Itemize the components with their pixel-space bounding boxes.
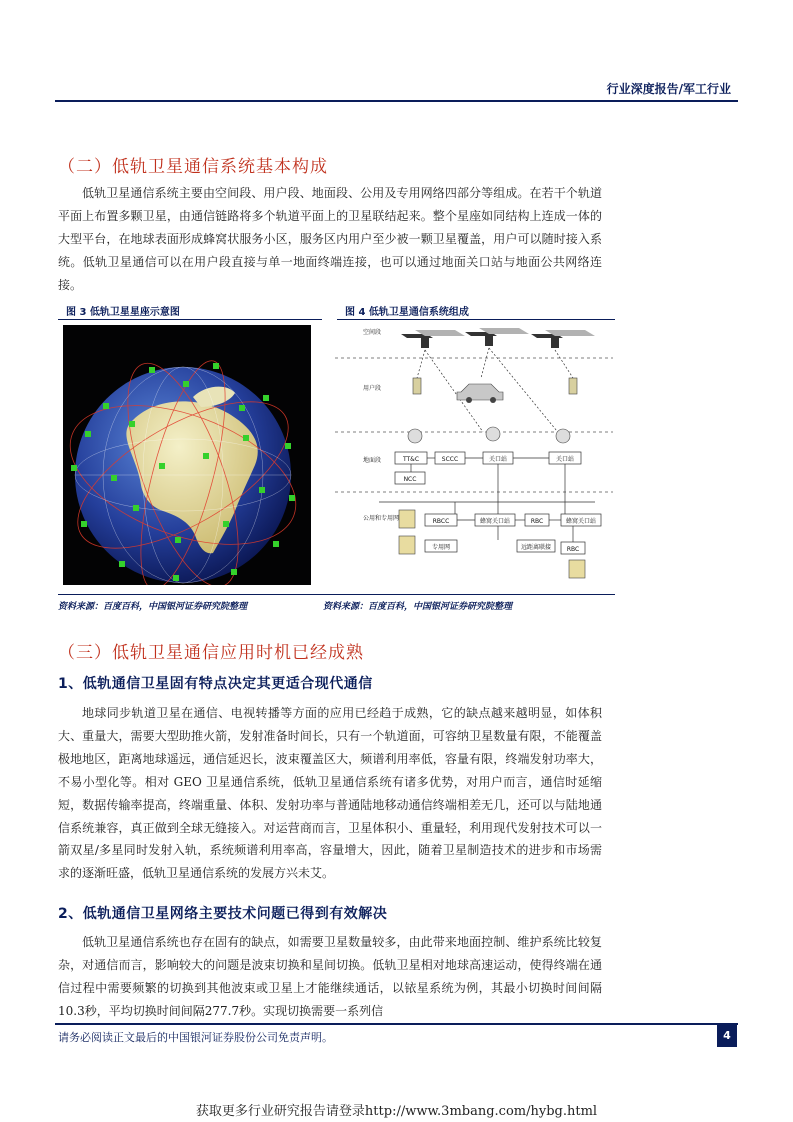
header-tag: 行业深度报告/军工行业 — [606, 82, 731, 96]
figures-bottom-rule — [58, 594, 615, 595]
section2-paragraph: 低轨卫星通信系统主要由空间段、用户段、地面段、公用及专用网络四部分等组成。在若干个轨道平面上布置多颗卫星，由通信链路将多个轨道平面上的卫星联结起来。整个星座如同结构上连成一体的大型平台，在地球表面形成蜂窝状服务小区，服务区内用户至少被一颗卫星覆盖，用户可以随时接入系统。低轨卫星通信可以在用户段直接与单一地面终端连接，也可以通过地面关口站与地面公共网络连接。 — [58, 186, 602, 292]
box-pstn: 远距离联接 — [520, 544, 552, 551]
page-number: 4 — [717, 1025, 737, 1047]
subsection1-paragraph: 地球同步轨道卫星在通信、电视转播等方面的应用已经趋于成熟，它的缺点越来越明显，如体积大、重量大，需要大型助推火箭，发射准备时间长，只有一个轨道面，可容纳卫星数量有限，不能覆盖极地地区，距离地球遥远，通信延迟长，波束覆盖区大，频谱利用率低，容量有限，终端发射功率大，不易小型化等。相对 GEO 卫星通信系统，低轨卫星通信系统有诸多优势，对用户而言，通信时延缩短，数据传输率提高，终端重量、体积、发射功率与普通陆地移动通信终端相差无几，还可以与陆地通信系统兼容，真正做到全球无缝接入。对运营商而言，卫星体积小、重量轻，利用现代发射技术可以一箭双星/多星同时发射入轨，系统频谱利用率高，容量增大，因此，随着卫星制造技术的进步和市场需求的逐渐旺盛，低轨卫星通信系统的发展方兴未艾。 — [58, 706, 602, 881]
box-cellgw: 蜂窝关口站 — [479, 518, 511, 525]
download-link[interactable]: 获取更多行业研究报告请登录http://www.3mbang.com/hybg.html — [195, 1104, 598, 1119]
figure3-source: 资料来源：百度百科，中国银河证券研究院整理 — [58, 602, 248, 612]
box-cellgw2: 蜂窝关口站 — [565, 518, 597, 525]
header-rule — [55, 100, 738, 102]
box-scc: SCCC — [441, 456, 459, 463]
figure4-rule — [337, 319, 615, 320]
label-space: 空间段 — [363, 329, 382, 336]
system-diagram — [335, 322, 613, 590]
section-title-2: （二）低轨卫星通信系统基本构成 — [58, 157, 328, 177]
box-ttc: TT&C — [402, 456, 420, 463]
label-user: 用户段 — [363, 385, 382, 392]
subsection-title-1: 1、低轨通信卫星固有特点决定其更适合现代通信 — [58, 676, 373, 692]
box-ncc: NCC — [403, 476, 417, 483]
box-gw1: 关口站 — [488, 456, 508, 463]
label-ground: 地面段 — [363, 457, 382, 464]
box-rbcc: RBCC — [432, 518, 450, 525]
box-private: 专用网 — [431, 544, 451, 551]
subsection2-paragraph: 低轨卫星通信系统也存在固有的缺点，如需要卫星数量较多，由此带来地面控制、维护系统比较复杂，对通信而言，影响较大的问题是波束切换和星间切换。低轨卫星相对地球高速运动，使得终端在通信过程中需要频繁的切换到其他波束或卫星上才能继续通话，以铱星系统为例，其最小切换时间间隔10.3秒，平均切换时间间隔277.7秒。实现切换需要一系列信 — [58, 935, 602, 1018]
constellation-image — [63, 325, 311, 585]
label-public: 公用和专用网 — [363, 515, 400, 522]
footer-disclaimer: 请务必阅读正文最后的中国银河证券股份公司免责声明。 — [58, 1031, 333, 1044]
box-rbc2: RBC — [566, 546, 580, 553]
box-gw2: 关口站 — [555, 456, 575, 463]
box-rbc1: RBC — [530, 518, 544, 525]
footer-rule — [55, 1023, 738, 1025]
figure3-rule — [58, 319, 322, 320]
subsection-title-2: 2、低轨通信卫星网络主要技术问题已得到有效解决 — [58, 906, 388, 922]
figure4-source: 资料来源：百度百科，中国银河证券研究院整理 — [323, 602, 513, 612]
figure4-title: 图 4 低轨卫星通信系统组成 — [345, 307, 469, 318]
figure3-title: 图 3 低轨卫星星座示意图 — [66, 307, 180, 318]
section-title-3: （三）低轨卫星通信应用时机已经成熟 — [58, 643, 364, 663]
